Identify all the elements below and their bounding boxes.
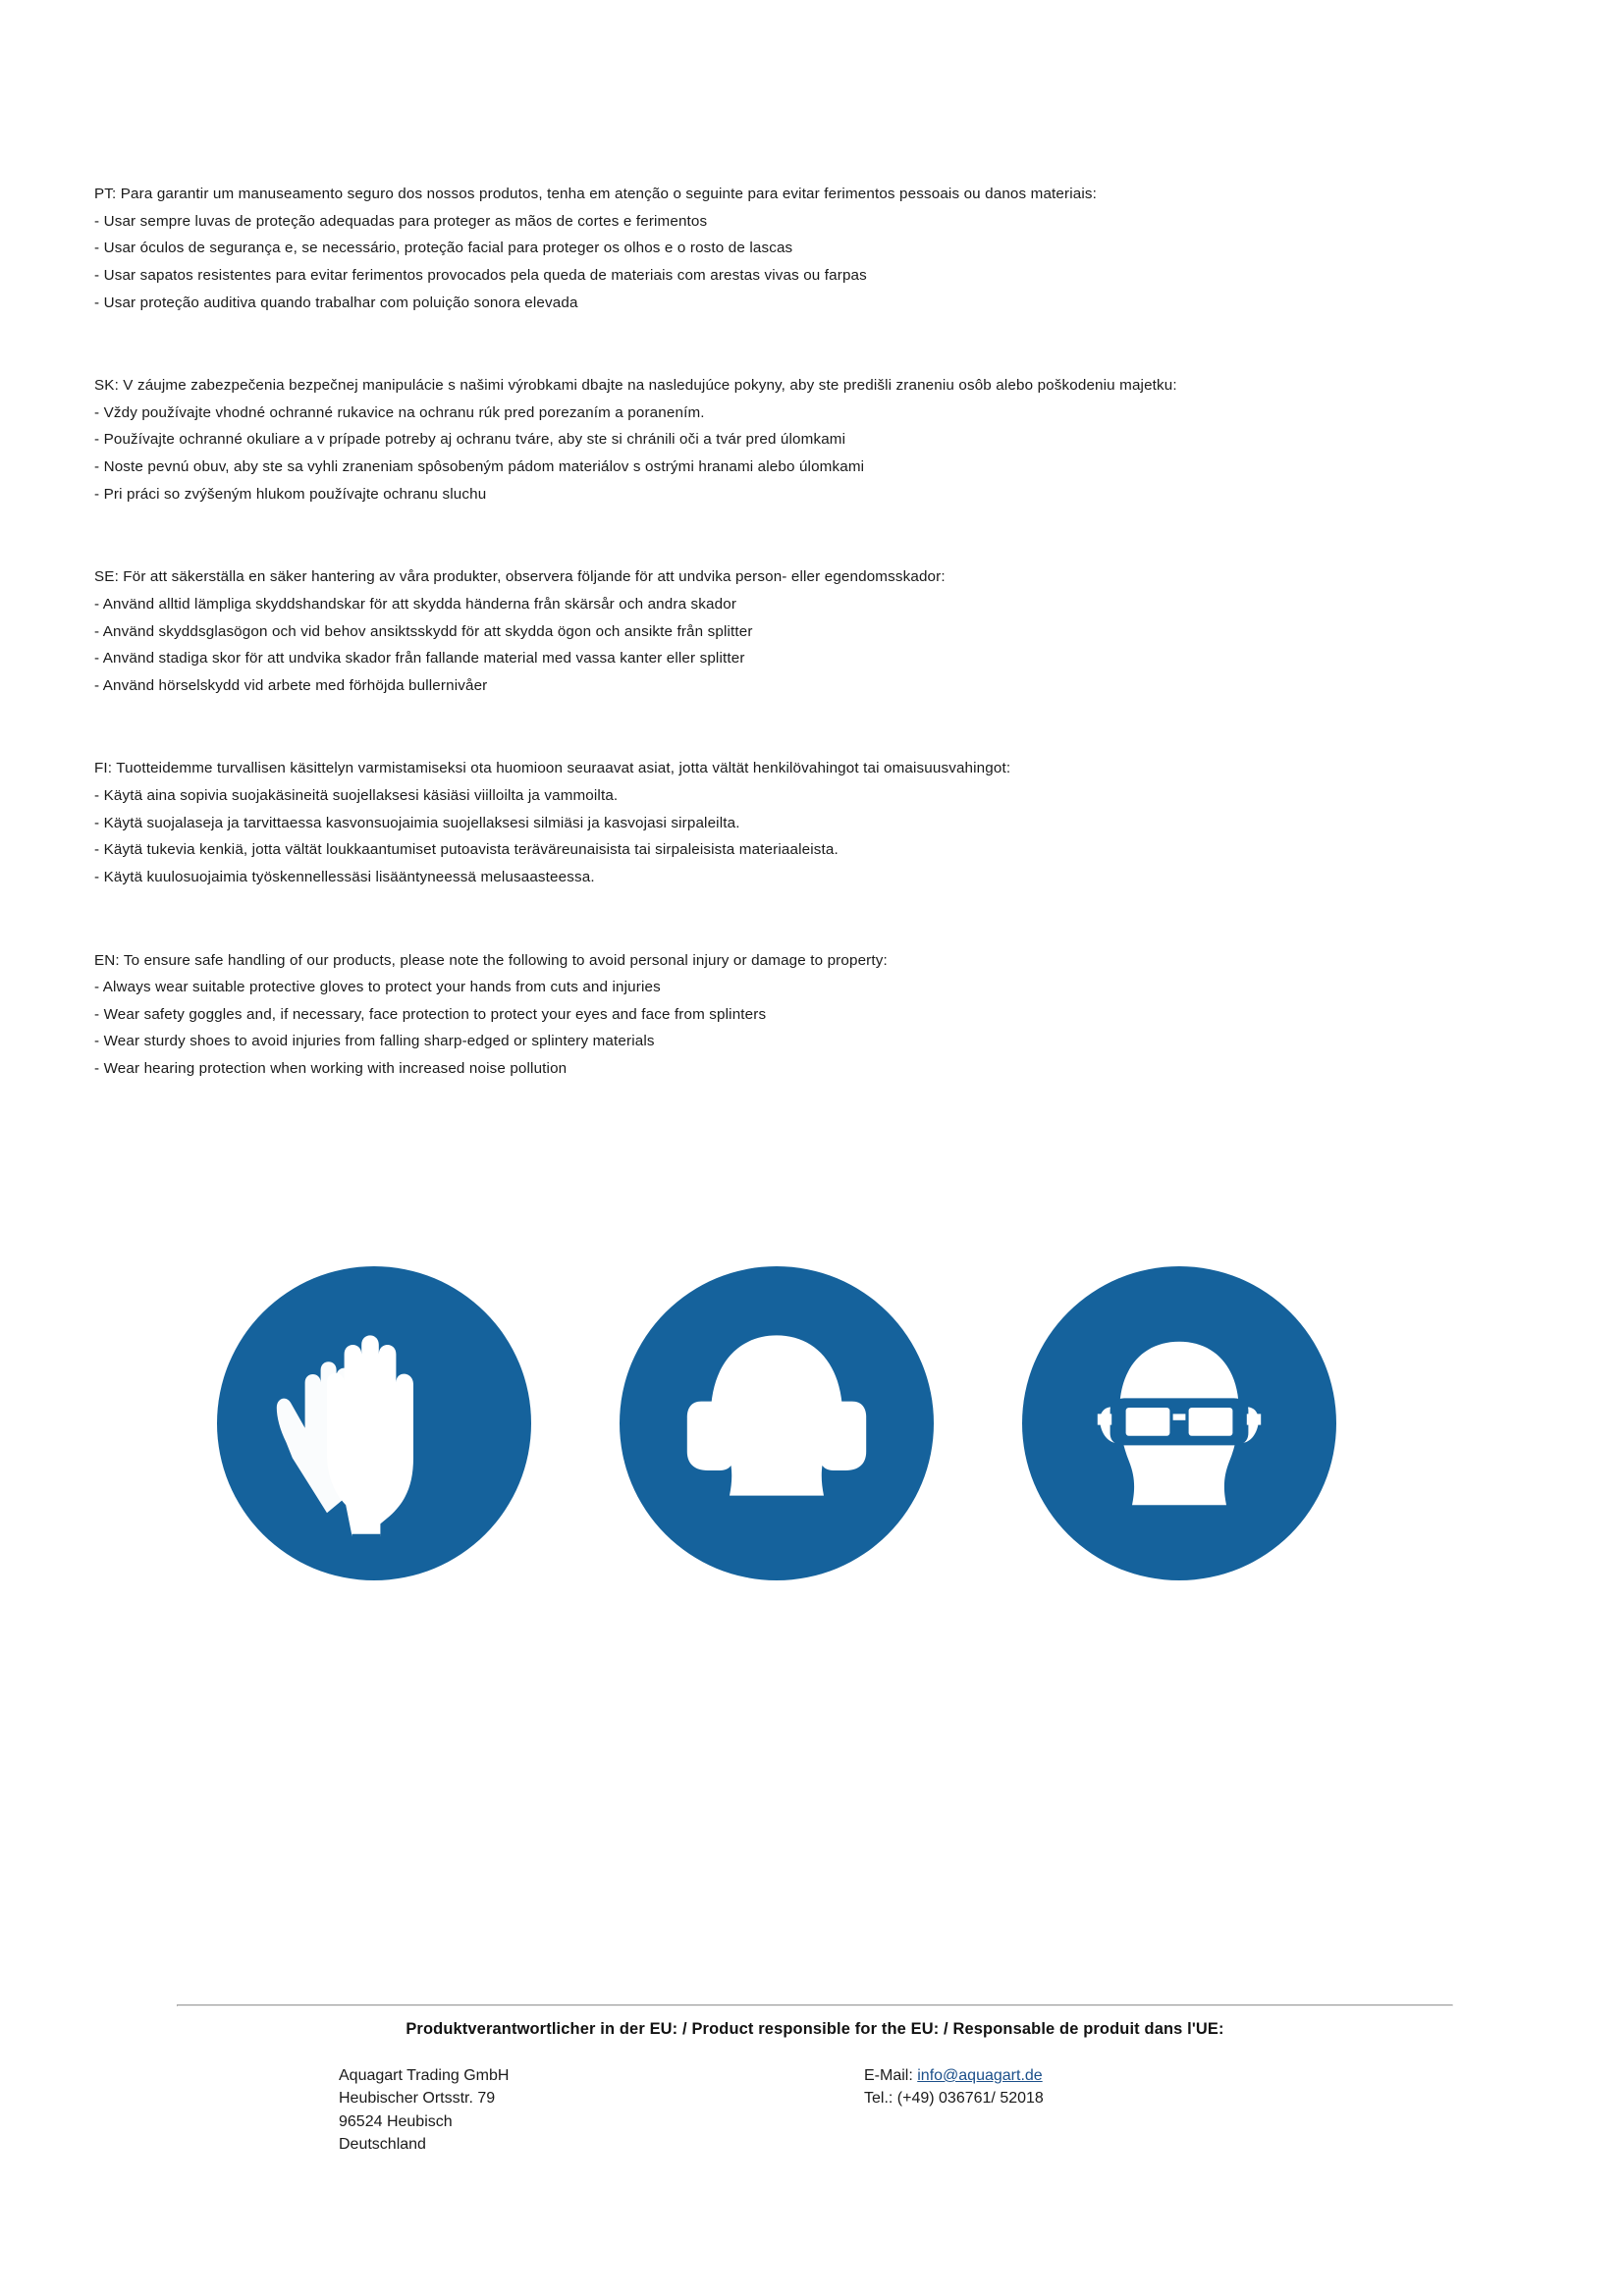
sk-bullet-3: - Noste pevnú obuv, aby ste sa vyhli zraneniam spôsobeným pádom materiálov s ostrými hranami alebo úlomkami <box>94 458 865 475</box>
sk-bullet-4: - Pri práci so zvýšeným hlukom používajte ochranu sluchu <box>94 485 487 503</box>
eye-protection-icon <box>1022 1266 1336 1580</box>
fi-bullet-3: - Käytä tukevia kenkiä, jotta vältät loukkaantumiset putoavista teräväreunaisista tai sirpaleisista materiaaleista. <box>94 841 839 859</box>
en-bullet-2: - Wear safety goggles and, if necessary, face protection to protect your eyes and face from splinters <box>94 1005 767 1023</box>
se-bullet-4: - Använd hörselskydd vid arbete med förhöjda bullernivåer <box>94 676 488 694</box>
language-block-se <box>94 565 1469 698</box>
company-street: Heubischer Ortsstr. 79 <box>339 2090 496 2108</box>
company-contact <box>864 2064 1453 2156</box>
en-intro: EN: To ensure safe handling of our products, please note the following to avoid personal injury or damage to property: <box>94 951 888 969</box>
en-bullet-1: - Always wear suitable protective gloves to protect your hands from cuts and injuries <box>94 979 661 996</box>
language-block-sk <box>94 374 1469 507</box>
footer-block <box>177 2004 1453 2156</box>
email-label: E-Mail: <box>864 2067 918 2084</box>
company-name: Aquagart Trading GmbH <box>339 2067 510 2084</box>
sk-bullet-1: - Vždy používajte vhodné ochranné rukavice na ochranu rúk pred porezaním a poranením. <box>94 403 705 421</box>
fi-bullet-1: - Käytä aina sopivia suojakäsineitä suojellaksesi käsiäsi viilloilta ja vammoilta. <box>94 787 619 804</box>
fi-intro: FI: Tuotteidemme turvallisen käsittelyn varmistamiseksi ota huomioon seuraavat asiat, jotta vältät henkilövahingot tai omaisuusvahingot: <box>94 760 1011 777</box>
sk-bullet-2: - Používajte ochranné okuliare a v prípade potreby aj ochranu tváre, aby ste si chránili oči a tvár pred úlomkami <box>94 431 846 449</box>
safety-instructions-text <box>94 183 1469 1141</box>
language-block-en <box>94 949 1469 1082</box>
company-address <box>177 2064 864 2156</box>
se-bullet-2: - Använd skyddsglasögon och vid behov ansiktsskydd för att skydda ögon och ansikte från splitter <box>94 622 753 640</box>
phone-row: Tel.: (+49) 036761/ 52018 <box>864 2090 1044 2108</box>
sk-intro: SK: V záujme zabezpečenia bezpečnej manipulácie s našimi výrobkami dbajte na nasledujúce pokyny, aby ste predišli zraneniu osôb alebo poškodeniu majetku: <box>94 377 1177 395</box>
se-intro: SE: För att säkerställa en säker hantering av våra produkter, observera följande för att undvika person- eller egendomsskador: <box>94 568 946 586</box>
pt-intro: PT: Para garantir um manuseamento seguro dos nossos produtos, tenha em atenção o seguinte para evitar ferimentos pessoais ou danos materiais: <box>94 186 1097 202</box>
pt-bullet-2: - Usar óculos de segurança e, se necessário, proteção facial para proteger os olhos e o rosto de lascas <box>94 240 793 257</box>
fi-bullet-2: - Käytä suojalaseja ja tarvittaessa kasvonsuojaimia suojellaksesi silmiäsi ja kasvojasi sirpaleilta. <box>94 814 740 831</box>
fi-bullet-4: - Käytä kuulosuojaimia työskennellessäsi lisääntyneessä melusaasteessa. <box>94 868 595 885</box>
pt-bullet-4: - Usar proteção auditiva quando trabalhar com poluição sonora elevada <box>94 294 578 311</box>
en-bullet-3: - Wear sturdy shoes to avoid injuries from falling sharp-edged or splintery materials <box>94 1033 655 1050</box>
footer-columns <box>177 2064 1453 2156</box>
language-block-pt <box>94 183 1469 315</box>
email-link[interactable]: info@aquagart.de <box>917 2067 1043 2084</box>
pictogram-row <box>94 1266 1592 1580</box>
pt-bullet-1: - Usar sempre luvas de proteção adequadas para proteger as mãos de cortes e ferimentos <box>94 212 708 230</box>
company-country: Deutschland <box>339 2136 426 2154</box>
footer-divider <box>177 2004 1453 2006</box>
pt-bullet-3: - Usar sapatos resistentes para evitar ferimentos provocados pela queda de materiais com arestas vivas ou farpas <box>94 266 867 284</box>
ear-protection-icon <box>620 1266 934 1580</box>
se-bullet-3: - Använd stadiga skor för att undvika skador från fallande material med vassa kanter eller splitter <box>94 650 745 667</box>
se-bullet-1: - Använd alltid lämpliga skyddshandskar för att skydda händerna från skärsår och andra skador <box>94 595 737 613</box>
en-bullet-4: - Wear hearing protection when working with increased noise pollution <box>94 1060 568 1077</box>
language-block-fi <box>94 757 1469 889</box>
footer-title: Produktverantwortlicher in der EU: / Product responsible for the EU: / Responsable de produit dans l'UE: <box>406 2020 1224 2038</box>
company-city: 96524 Heubisch <box>339 2112 453 2130</box>
email-row <box>864 2064 1453 2087</box>
protective-gloves-icon <box>217 1266 531 1580</box>
